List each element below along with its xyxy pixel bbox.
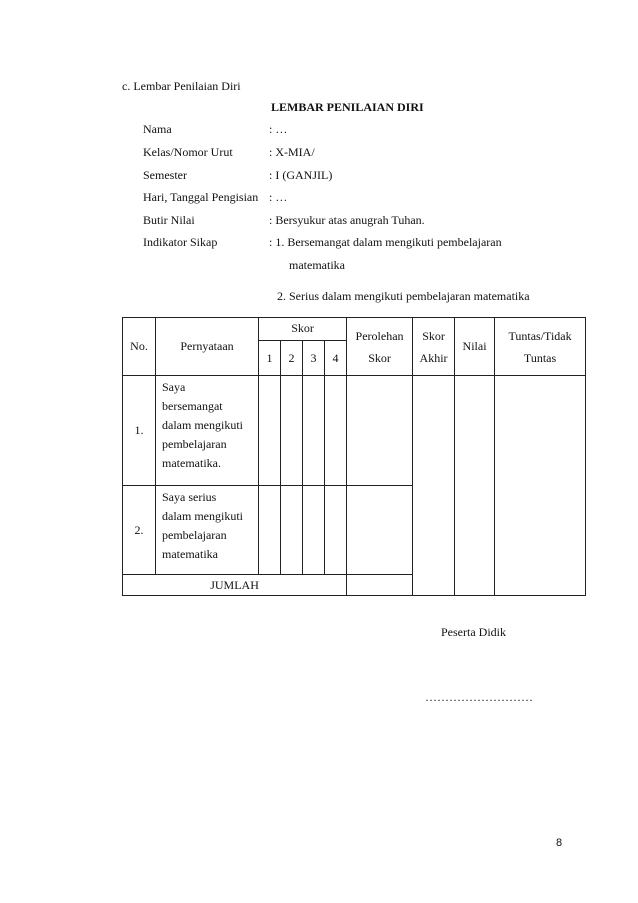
header-pernyataan: Pernyataan	[156, 318, 259, 376]
header-skor-akhir	[413, 318, 455, 376]
signature-line[interactable]: ………………………	[425, 690, 533, 704]
info-value-kelas: : X-MIA/	[269, 145, 315, 159]
score-cell-3[interactable]	[303, 486, 325, 575]
header-skor-akhir-line1: Skor	[422, 328, 445, 343]
info-label-hari: Hari, Tanggal Pengisian	[143, 190, 259, 204]
signature-label: Peserta Didik	[441, 625, 506, 639]
header-skor-1: 1	[259, 341, 281, 376]
tuntas-cell[interactable]	[495, 376, 586, 596]
page-number: 8	[556, 837, 563, 849]
header-skor-3: 3	[303, 341, 325, 376]
info-label-kelas: Kelas/Nomor Urut	[143, 145, 233, 159]
form-title: LEMBAR PENILAIAN DIRI	[271, 100, 424, 114]
header-tuntas-line2: Tuntas	[523, 350, 557, 365]
row-no: 2.	[123, 486, 156, 575]
header-skor-4: 4	[325, 341, 347, 376]
skor-akhir-cell[interactable]	[413, 376, 455, 596]
assessment-table	[122, 317, 586, 596]
info-label-butir: Butir Nilai	[143, 213, 195, 227]
header-skor-2: 2	[281, 341, 303, 376]
info-value-hari: : …	[269, 190, 288, 204]
score-cell-4[interactable]	[325, 376, 347, 486]
row-no: 1.	[123, 376, 156, 486]
score-cell-2[interactable]	[281, 376, 303, 486]
header-perolehan-skor	[347, 318, 413, 376]
statement-line: Saya serius	[162, 490, 217, 504]
score-cell-4[interactable]	[325, 486, 347, 575]
statement-line: pembelajaran	[162, 528, 227, 542]
indicator-2: 2. Serius dalam mengikuti pembelajaran matematika	[277, 289, 530, 303]
row-statement	[156, 486, 259, 575]
total-perolehan-cell[interactable]	[347, 575, 413, 596]
statement-line: dalam mengikuti	[162, 509, 243, 523]
info-label-indikator: Indikator Sikap	[143, 235, 218, 249]
info-value-semester: : I (GANJIL)	[269, 168, 333, 182]
perolehan-cell[interactable]	[347, 486, 413, 575]
header-no: No.	[123, 318, 156, 376]
table-row	[123, 376, 586, 486]
statement-line: bersemangat	[162, 399, 223, 413]
score-cell-2[interactable]	[281, 486, 303, 575]
statement-line: matematika	[162, 547, 218, 561]
statement-line: matematika.	[162, 456, 221, 470]
info-value-butir: : Bersyukur atas anugrah Tuhan.	[269, 213, 425, 227]
info-value-indikator: : 1. Bersemangat dalam mengikuti pembelajaran	[269, 235, 502, 249]
info-label-nama: Nama	[143, 122, 172, 136]
header-tuntas-line1: Tuntas/Tidak	[508, 328, 572, 343]
row-statement	[156, 376, 259, 486]
info-value-nama: : …	[269, 122, 288, 136]
statement-line: pembelajaran	[162, 437, 227, 451]
info-label-semester: Semester	[143, 168, 187, 182]
statement-line: Saya	[162, 380, 186, 394]
header-perolehan-line1: Perolehan	[355, 328, 404, 343]
header-tuntas	[495, 318, 586, 376]
perolehan-cell[interactable]	[347, 376, 413, 486]
nilai-cell[interactable]	[455, 376, 495, 596]
header-perolehan-line2: Skor	[368, 350, 391, 365]
header-nilai: Nilai	[455, 318, 495, 376]
indicator-continuation: matematika	[289, 258, 345, 272]
score-cell-1[interactable]	[259, 486, 281, 575]
header-skor-akhir-line2: Akhir	[419, 350, 448, 365]
section-heading: c. Lembar Penilaian Diri	[122, 79, 241, 93]
score-cell-3[interactable]	[303, 376, 325, 486]
statement-line: dalam mengikuti	[162, 418, 243, 432]
header-skor: Skor	[259, 318, 347, 341]
score-cell-1[interactable]	[259, 376, 281, 486]
total-label: JUMLAH	[123, 575, 347, 596]
